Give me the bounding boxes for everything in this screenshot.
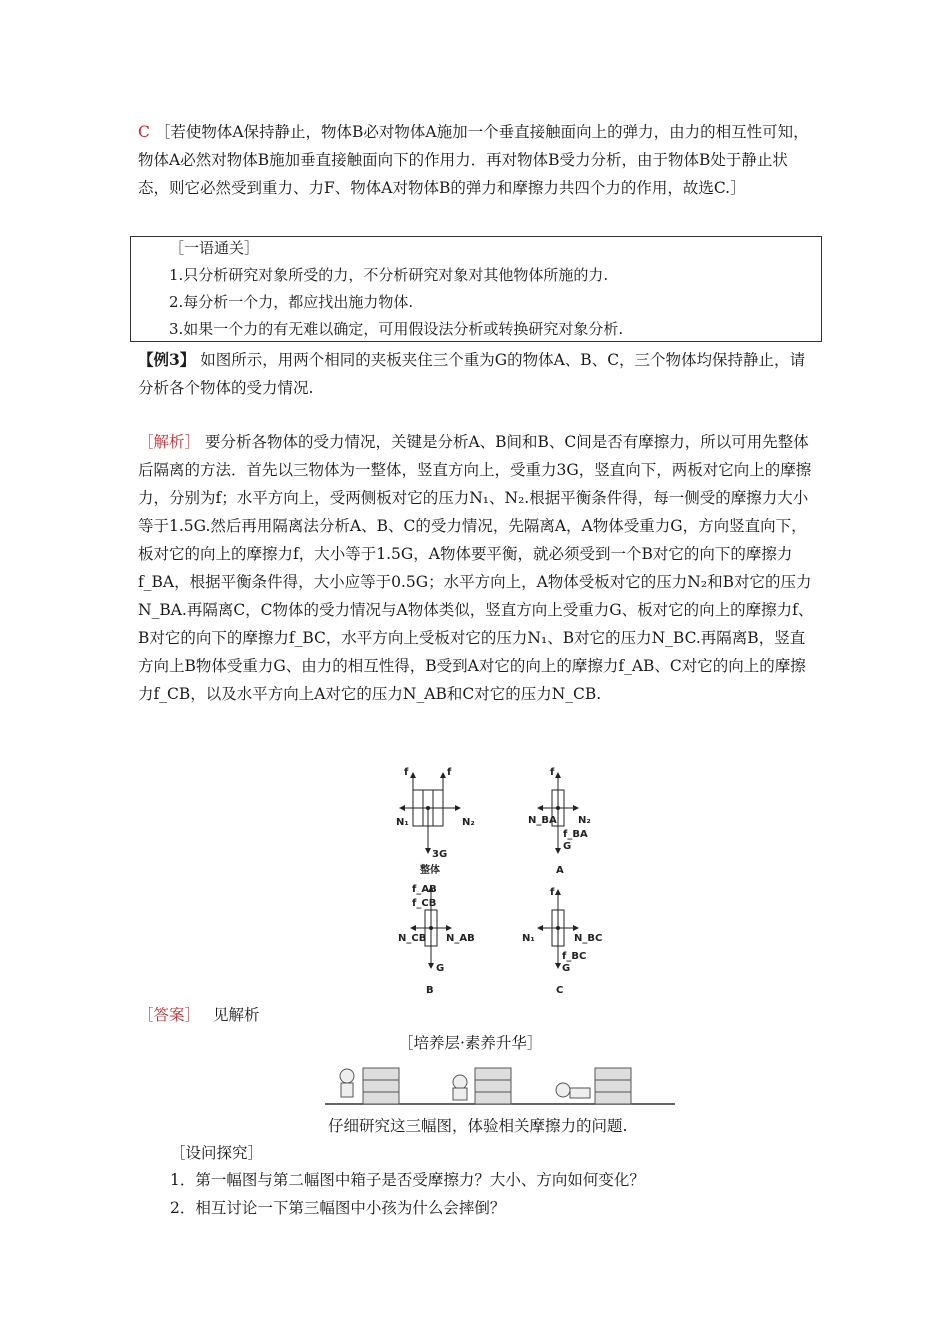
caption-a: A <box>556 865 564 876</box>
culture-title: ［培养层·素养升华］ <box>398 1034 543 1052</box>
answer-letter: C <box>138 123 150 141</box>
label-nba: N_BA <box>528 815 557 826</box>
tip-item: 3.如果一个力的有无难以确定，可用假设法分析或转换研究对象分析. <box>169 320 624 338</box>
tip-item: 2.每分析一个力，都应找出施力物体. <box>169 293 414 311</box>
label-f-a: f <box>550 767 555 778</box>
tips-title: ［一语通关］ <box>169 239 260 257</box>
example-paragraph <box>138 346 818 402</box>
caption-whole: 整体 <box>420 865 440 876</box>
label-n1-c: N₁ <box>522 933 535 944</box>
analysis-text: 要分析各物体的受力情况，关键是分析A、B间和B、C间是否有摩擦力，所以可用先整体后隔离的方法．首先以三物体为一整体，竖直方向上，受重力3G，竖直向下，两板对它向上的摩擦力，分别为f；水平方向上，受两侧板对它的压力N₁、N₂.根据平衡条件得，每一侧受的摩擦力大小等于1.5G.然后再用隔离法分析A、B、C的受力情况，先隔离A，A物体受重力G，方向竖直向下，板对它的向上的摩擦力f，大小等于1.5G，A物体要平衡，就必须受到一个B对它的向下的摩擦力f_BA，根据平衡条件得，大小应等于0.5G；水平方向上，A物体受板对它的压力N₂和B对它的压力N_BA.再隔离C，C物体的受力情况与A物体类似，竖直方向上受重力G、板对它的向上的摩擦力f、B对它的向下的摩擦力f_BC，水平方向上受板对它的压力N₁、B对它的压力N_BC.再隔离B，竖直方向上B物体受重力G、由力的相互性得，B受到A对它的向上的摩擦力f_AB、C对它的向上的摩擦力f_CB，以及水平方向上A对它的压力N_AB和C对它的压力N_CB. <box>138 433 814 703</box>
label-ncb: N_CB <box>398 933 427 944</box>
label-fab: f_AB <box>412 884 437 895</box>
label-nab: N_AB <box>446 933 475 944</box>
force-diagram <box>380 755 630 1000</box>
label-fcb: f_CB <box>412 898 437 909</box>
label-fba: f_BA <box>563 829 588 840</box>
label-fbc: f_BC <box>562 951 587 962</box>
label-g-a: G <box>563 841 572 852</box>
label-n2: N₂ <box>462 817 475 828</box>
answer-explanation: ［若使物体A保持静止，物体B必对物体A施加一个垂直接触面向上的弹力，由力的相互性可知，物体A必然对物体B施加垂直接触面向下的作用力．再对物体B受力分析，由于物体B处于静止状态，则它必然受到重力、力F、物体A对物体B的弹力和摩擦力共四个力的作用，故选C.］ <box>138 123 809 197</box>
label-n2-a: N₂ <box>578 815 591 826</box>
label-g-b: G <box>436 963 445 974</box>
label-nbc: N_BC <box>574 933 603 944</box>
question-item: 1．第一幅图与第二幅图中箱子是否受摩擦力？大小、方向如何变化？ <box>170 1171 645 1189</box>
question-item: 2．相互讨论一下第三幅图中小孩为什么会摔倒？ <box>170 1199 506 1217</box>
label-f-right: f <box>447 767 452 778</box>
caption-b: B <box>426 985 434 996</box>
label-g-c: G <box>562 963 571 974</box>
label-n1: N₁ <box>396 817 409 828</box>
answer-line <box>138 1001 818 1029</box>
label-f-c: f <box>550 887 555 898</box>
label-f-left: f <box>404 767 409 778</box>
example-text: 如图所示，用两个相同的夹板夹住三个重为G的物体A、B、C，三个物体均保持静止，请分析各个物体的受力情况. <box>138 351 806 397</box>
example-label: 【例3】 <box>138 350 196 369</box>
illustration-caption: 仔细研究这三幅图，体验相关摩擦力的问题. <box>328 1117 628 1135</box>
analysis-label: ［解析］ <box>138 433 201 451</box>
boxes-illustration <box>325 1060 675 1110</box>
analysis-paragraph <box>138 428 818 708</box>
tip-item: 1.只分析研究对象所受的力，不分析研究对象对其他物体所施的力. <box>169 266 609 284</box>
answer-text: 见解析 <box>212 1006 260 1024</box>
inquiry-title: ［设问探究］ <box>170 1144 264 1162</box>
answer-label: ［答案］ <box>138 1006 201 1024</box>
answer-paragraph <box>138 118 818 202</box>
label-3g: 3G <box>432 849 448 860</box>
caption-c: C <box>556 985 564 996</box>
tips-box <box>130 236 822 342</box>
